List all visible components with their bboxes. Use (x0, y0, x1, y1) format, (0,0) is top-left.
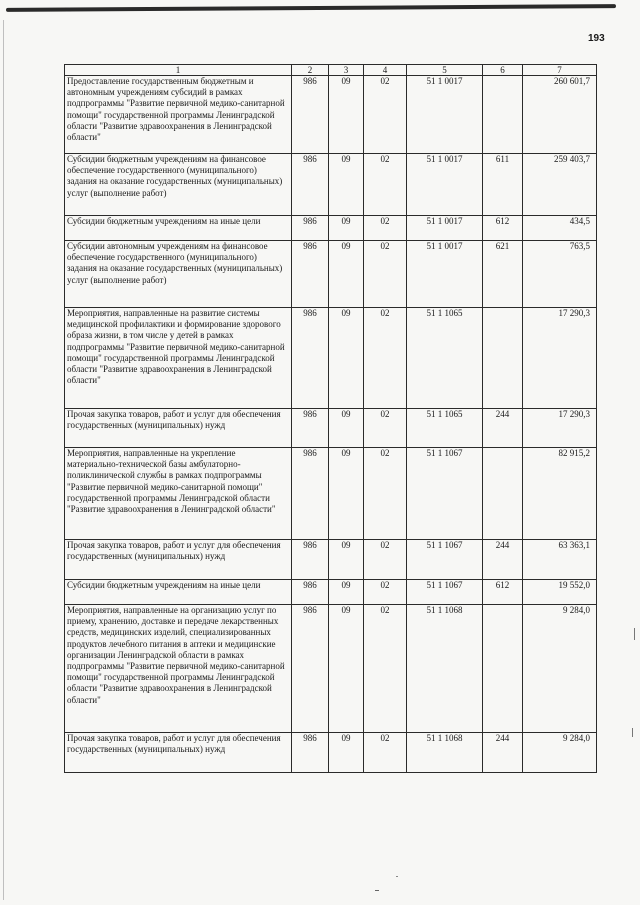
row-expense-type: 611 (483, 154, 523, 216)
row-section-code: 09 (329, 733, 364, 773)
page-edge (3, 20, 4, 900)
row-subsection-code: 02 (364, 540, 407, 580)
row-description: Субсидии бюджетным учреждениям на иные цели (65, 580, 292, 605)
row-ministry-code: 986 (292, 308, 329, 409)
row-section-code: 09 (329, 216, 364, 241)
row-amount: 63 363,1 (523, 540, 597, 580)
row-expense-type: 612 (483, 580, 523, 605)
row-target-code: 51 1 1065 (407, 308, 483, 409)
table-row (65, 154, 597, 216)
scan-mark (634, 628, 635, 640)
row-target-code: 51 1 1068 (407, 605, 483, 733)
row-subsection-code: 02 (364, 216, 407, 241)
row-subsection-code: 02 (364, 76, 407, 154)
header-cell: 2 (292, 65, 329, 76)
row-target-code: 51 1 0017 (407, 154, 483, 216)
row-amount: 9 284,0 (523, 733, 597, 773)
row-ministry-code: 986 (292, 241, 329, 308)
row-description: Предоставление государственным бюджетным и автономным учреждениям субсидий в рамках подпрограммы "Развитие первичной медико-санитарной помощи" государственной программы Ленинградской области "Развитие здравоохранения в Ленинградской области" (65, 76, 292, 154)
row-section-code: 09 (329, 241, 364, 308)
budget-table (64, 64, 597, 773)
row-ministry-code: 986 (292, 605, 329, 733)
row-section-code: 09 (329, 308, 364, 409)
header-cell: 1 (65, 65, 292, 76)
row-description: Субсидии бюджетным учреждениям на иные цели (65, 216, 292, 241)
row-section-code: 09 (329, 540, 364, 580)
row-description: Мероприятия, направленные на развитие системы медицинской профилактики и формирование здорового образа жизни, в том числе у детей в рамках подпрограммы "Развитие первичной медико-санитарной помощи" государственной программы Ленинградской области "Развитие здравоохранения в Ленинградской области" (65, 308, 292, 409)
row-subsection-code: 02 (364, 733, 407, 773)
row-description: Прочая закупка товаров, работ и услуг для обеспечения государственных (муниципальных) нужд (65, 409, 292, 448)
row-section-code: 09 (329, 76, 364, 154)
row-section-code: 09 (329, 580, 364, 605)
row-ministry-code: 986 (292, 409, 329, 448)
scan-mark (632, 728, 633, 737)
row-amount: 260 601,7 (523, 76, 597, 154)
table-row (65, 76, 597, 154)
row-expense-type: 244 (483, 409, 523, 448)
row-target-code: 51 1 1065 (407, 409, 483, 448)
row-ministry-code: 986 (292, 733, 329, 773)
row-section-code: 09 (329, 409, 364, 448)
row-description: Прочая закупка товаров, работ и услуг для обеспечения государственных (муниципальных) нужд (65, 540, 292, 580)
row-section-code: 09 (329, 154, 364, 216)
row-amount: 434,5 (523, 216, 597, 241)
table-row (65, 605, 597, 733)
row-description: Мероприятия, направленные на организацию услуг по приему, хранению, доставке и передаче лекарственных средств, медицинских изделий, специализированных продуктов лечебного питания в аптеки и медицинские организации Ленинградской области в рамках подпрограммы "Развитие первичной медико-санитарной помощи" государственной программы Ленинградской области "Развитие здравоохранения в Ленинградской области" (65, 605, 292, 733)
row-amount: 17 290,3 (523, 409, 597, 448)
row-target-code: 51 1 1068 (407, 733, 483, 773)
table-row (65, 540, 597, 580)
header-cell: 3 (329, 65, 364, 76)
row-amount: 259 403,7 (523, 154, 597, 216)
row-subsection-code: 02 (364, 448, 407, 540)
row-target-code: 51 1 1067 (407, 540, 483, 580)
header-cell: 7 (523, 65, 597, 76)
row-expense-type (483, 76, 523, 154)
table-row (65, 241, 597, 308)
row-expense-type (483, 308, 523, 409)
table-row (65, 409, 597, 448)
table-row (65, 733, 597, 773)
table-row (65, 308, 597, 409)
row-subsection-code: 02 (364, 154, 407, 216)
header-cell: 5 (407, 65, 483, 76)
row-expense-type (483, 605, 523, 733)
scan-speck (375, 890, 379, 891)
row-description: Субсидии автономным учреждениям на финансовое обеспечение государственного (муниципального) задания на оказание государственных (муниципальных) услуг (выполнение работ) (65, 241, 292, 308)
table-header-row (65, 65, 597, 76)
row-ministry-code: 986 (292, 448, 329, 540)
row-ministry-code: 986 (292, 540, 329, 580)
row-ministry-code: 986 (292, 154, 329, 216)
row-expense-type (483, 448, 523, 540)
row-target-code: 51 1 0017 (407, 216, 483, 241)
header-cell: 4 (364, 65, 407, 76)
header-cell: 6 (483, 65, 523, 76)
row-section-code: 09 (329, 605, 364, 733)
row-target-code: 51 1 0017 (407, 76, 483, 154)
row-target-code: 51 1 1067 (407, 580, 483, 605)
row-expense-type: 244 (483, 540, 523, 580)
row-section-code: 09 (329, 448, 364, 540)
table-row (65, 580, 597, 605)
row-ministry-code: 986 (292, 580, 329, 605)
row-amount: 82 915,2 (523, 448, 597, 540)
scan-speck (396, 876, 398, 877)
row-subsection-code: 02 (364, 308, 407, 409)
row-ministry-code: 986 (292, 76, 329, 154)
row-amount: 763,5 (523, 241, 597, 308)
row-subsection-code: 02 (364, 409, 407, 448)
row-subsection-code: 02 (364, 580, 407, 605)
row-subsection-code: 02 (364, 605, 407, 733)
row-subsection-code: 02 (364, 241, 407, 308)
row-expense-type: 621 (483, 241, 523, 308)
row-target-code: 51 1 0017 (407, 241, 483, 308)
table-row (65, 448, 597, 540)
table-row (65, 216, 597, 241)
row-amount: 9 284,0 (523, 605, 597, 733)
page-number: 193 (588, 33, 605, 44)
row-expense-type: 612 (483, 216, 523, 241)
row-amount: 19 552,0 (523, 580, 597, 605)
row-ministry-code: 986 (292, 216, 329, 241)
top-rule (6, 4, 616, 12)
row-expense-type: 244 (483, 733, 523, 773)
row-amount: 17 290,3 (523, 308, 597, 409)
row-description: Прочая закупка товаров, работ и услуг для обеспечения государственных (муниципальных) нужд (65, 733, 292, 773)
row-target-code: 51 1 1067 (407, 448, 483, 540)
row-description: Субсидии бюджетным учреждениям на финансовое обеспечение государственного (муниципального) задания на оказание государственных (муниципальных) услуг (выполнение работ) (65, 154, 292, 216)
row-description: Мероприятия, направленные на укрепление материально-технической базы амбулаторно-поликлинической службы в рамках подпрограммы "Развитие первичной медико-санитарной помощи" государственной программы Ленинградской области "Развитие здравоохранения в Ленинградской области" (65, 448, 292, 540)
